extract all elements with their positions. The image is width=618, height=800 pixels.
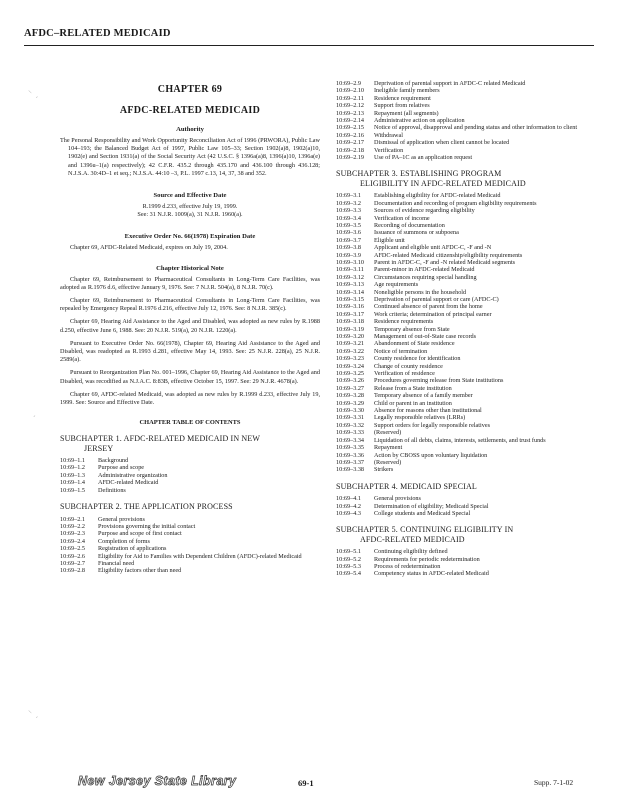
- toc-entry: [336, 355, 582, 362]
- toc-entry: [336, 400, 582, 407]
- section-title: Recording of documentation: [374, 221, 445, 229]
- section-title: Notice of termination: [374, 347, 428, 355]
- section-title: Competency status in AFDC-related Medicaid: [374, 570, 489, 578]
- toc-entry: [336, 281, 582, 288]
- section-number: 10:69–3.15: [336, 295, 365, 303]
- subchapter-heading: [336, 525, 582, 544]
- toc-entry: [60, 479, 320, 486]
- toc-entry: [336, 429, 582, 436]
- section-number: 10:69–4.1: [336, 495, 361, 503]
- subchapter-title: SUBCHAPTER 1. AFDC-RELATED MEDICAID IN NEW: [60, 434, 261, 444]
- right-column: [336, 80, 582, 578]
- toc-entry: [336, 495, 582, 502]
- section-title: Administrative organization: [98, 471, 168, 479]
- section-title: Work criteria; determination of principal earner: [374, 310, 492, 318]
- section-title: (Reserved): [374, 458, 402, 466]
- subchapter-title: SUBCHAPTER 5. CONTINUING ELIGIBILITY IN: [336, 525, 514, 535]
- section-title: College students and Medicaid Special: [374, 509, 471, 517]
- section-title: General provisions: [374, 495, 421, 503]
- section-number: 10:69–3.20: [336, 333, 365, 340]
- header-rule: [24, 45, 594, 46]
- section-number: 10:69–3.34: [336, 436, 365, 444]
- toc-entry: [336, 563, 582, 570]
- section-title: Financial need: [98, 559, 135, 567]
- scan-mark: ⸌ ˏ: [28, 709, 39, 718]
- authority-heading: Authority: [176, 126, 204, 133]
- toc-entry: [336, 200, 582, 207]
- section-number: 10:69–2.14: [336, 117, 365, 125]
- section-title: Issuance of summons or subpoena: [374, 229, 459, 237]
- toc-entry: [336, 556, 582, 563]
- section-number: 10:69–2.2: [60, 522, 85, 530]
- section-number: 10:69–3.26: [336, 377, 365, 385]
- toc-entry: [336, 422, 582, 429]
- toc-entry: [336, 95, 582, 102]
- toc-entry: [336, 222, 582, 229]
- section-title: Temporary absence from State: [374, 325, 450, 333]
- section-title: Legally responsible relatives (LRRs): [374, 414, 466, 422]
- toc-entry: [336, 318, 582, 325]
- toc-entry: [336, 385, 582, 392]
- section-number: 10:69–4.3: [336, 509, 361, 517]
- section-title: County residence for identification: [374, 355, 461, 363]
- section-number: 10:69–2.18: [336, 146, 365, 154]
- executive-order-heading: Executive Order No. 66(1978) Expiration Date: [124, 233, 256, 241]
- subchapter-heading: [60, 502, 320, 511]
- section-number: 10:69–3.35: [336, 444, 365, 452]
- section-number: 10:69–3.22: [336, 347, 365, 355]
- library-stamp: New Jersey State Library: [78, 774, 237, 788]
- section-number: 10:69–3.17: [336, 310, 365, 318]
- subchapter-heading: [60, 434, 320, 453]
- toc-entry: [336, 570, 582, 577]
- section-number: 10:69–3.4: [336, 214, 361, 222]
- section-title: Background: [98, 457, 129, 465]
- scan-mark: ˏ: [32, 408, 36, 417]
- toc-entry: [336, 237, 582, 244]
- section-number: 10:69–2.10: [336, 87, 365, 95]
- section-title: AFDC-related Medicaid citizenship/eligibility requirements: [374, 251, 523, 259]
- section-number: 10:69–3.2: [336, 199, 361, 207]
- section-title: Documentation and recording of program eligibility requirements: [374, 199, 537, 207]
- toc-entry: [336, 452, 582, 459]
- toc-entry: [336, 147, 582, 154]
- section-number: 10:69–3.1: [336, 192, 361, 200]
- history-paragraph: Pursuant to Reorganization Plan No. 001–1996, Chapter 69, Hearing Aid Assistance to the Aged and Disabled, was recodified as N.J.A.C. 8:83B, effective October 15, 1997. See: 29 N.J.R. 4678(a).: [60, 369, 320, 385]
- section-number: 10:69–2.5: [60, 545, 85, 553]
- toc-entry: [336, 437, 582, 444]
- toc-entry: [336, 377, 582, 384]
- toc-entry: [336, 459, 582, 466]
- section-number: 10:69–3.12: [336, 273, 365, 281]
- section-title: Registration of applications: [98, 545, 167, 553]
- section-number: 10:69–1.1: [60, 457, 85, 465]
- section-number: 10:69–3.28: [336, 392, 365, 400]
- section-title: Abandonment of State residence: [374, 340, 455, 348]
- section-title: Action by CBOSS upon voluntary liquidation: [374, 451, 488, 459]
- subchapter-title-continued: AFDC-RELATED MEDICAID: [360, 534, 465, 544]
- toc-entry: [336, 296, 582, 303]
- section-number: 10:69–3.23: [336, 355, 365, 363]
- toc-entry: [336, 124, 582, 131]
- section-title: Administrative action on application: [374, 117, 465, 125]
- toc-entry: [336, 274, 582, 281]
- section-number: 10:69–3.14: [336, 288, 365, 296]
- toc-entry: [336, 80, 582, 87]
- section-number: 10:69–3.25: [336, 370, 365, 378]
- section-title: Continuing eligibility defined: [374, 548, 448, 556]
- section-title: Purpose and scope of first contact: [98, 530, 182, 538]
- toc-entry: [336, 192, 582, 199]
- section-number: 10:69–3.9: [336, 251, 361, 259]
- section-number: 10:69–3.24: [336, 362, 365, 370]
- section-title: Verification: [374, 146, 404, 154]
- toc-entry: [336, 102, 582, 109]
- toc-entry: [336, 407, 582, 414]
- history-paragraph: Chapter 69, Reimbursement to Pharmaceutical Consultants in Long-Term Care Facilities, was adopted as R.1976 d.6, effective January 9, 1976. See: 7 N.J.R. 504(a), 8 N.J.R. 70(c).: [60, 275, 320, 291]
- running-head: AFDC–RELATED MEDICAID: [24, 28, 171, 39]
- toc-entry: [60, 545, 320, 552]
- section-title: Noneligible persons in the household: [374, 288, 467, 296]
- toc-entry: [60, 472, 320, 479]
- source-citation: See: 31 N.J.R. 1009(a), 31 N.J.R. 1960(a).: [137, 211, 243, 219]
- chapter-number: CHAPTER 69: [157, 84, 223, 95]
- source-line: R.1999 d.233, effective July 19, 1999.: [142, 203, 238, 211]
- section-title: Strikers: [374, 466, 394, 474]
- section-title: Definitions: [98, 486, 126, 494]
- section-number: 10:69–2.9: [336, 80, 361, 87]
- section-title: Repayment (all segments): [374, 109, 439, 117]
- section-title: General provisions: [98, 515, 145, 523]
- section-title: Withdrawal: [374, 131, 403, 139]
- subchapter-title-continued: ELIGIBILITY IN AFDC-RELATED MEDICAID: [360, 178, 526, 188]
- toc-entry: [336, 154, 582, 161]
- toc-entry: [336, 252, 582, 259]
- section-title: Procedures governing release from State institutions: [374, 377, 504, 385]
- section-number: 10:69–1.4: [60, 479, 85, 487]
- section-title: Parent in AFDC-C, -F and -N related Medicaid segments: [374, 258, 516, 266]
- toc-entry: [336, 311, 582, 318]
- section-number: 10:69–2.4: [60, 537, 85, 545]
- toc-entry: [336, 370, 582, 377]
- supplement-date: Supp. 7-1-02: [534, 778, 574, 787]
- toc-entry: [336, 132, 582, 139]
- toc-entry: [336, 392, 582, 399]
- toc-entry: [336, 117, 582, 124]
- section-number: 10:69–3.19: [336, 325, 365, 333]
- executive-order-text: Chapter 69, AFDC-Related Medicaid, expires on July 19, 2004.: [70, 244, 228, 252]
- toc-entry: [336, 207, 582, 214]
- section-title: AFDC-related Medicaid: [98, 479, 159, 487]
- toc-entry: [60, 516, 320, 523]
- section-number: 10:69–3.6: [336, 229, 361, 237]
- section-title: Dismissal of application when client cannot be located: [374, 139, 510, 147]
- section-number: 10:69–3.27: [336, 384, 365, 392]
- toc-entry: [336, 139, 582, 146]
- toc-entry: [60, 457, 320, 464]
- subchapter-title: SUBCHAPTER 4. MEDICAID SPECIAL: [336, 481, 477, 491]
- section-title: Temporary absence of a family member: [374, 392, 473, 400]
- section-title: Change of county residence: [374, 362, 443, 370]
- section-number: 10:69–3.37: [336, 458, 365, 466]
- toc-heading: CHAPTER TABLE OF CONTENTS: [139, 419, 241, 427]
- section-title: Establishing eligibility for AFDC-related Medicaid: [374, 192, 501, 200]
- section-number: 10:69–3.21: [336, 340, 365, 348]
- section-number: 10:69–3.5: [336, 221, 361, 229]
- section-title: Deprivation of parental support or care (AFDC-C): [374, 295, 499, 303]
- section-title: Management of out-of-State case records: [374, 333, 477, 340]
- section-title: Age requirements: [374, 281, 419, 289]
- scan-mark: ⸌ ˏ: [28, 89, 39, 98]
- section-title: Child or parent in an institution: [374, 399, 452, 407]
- chapter-title: AFDC-RELATED MEDICAID: [119, 105, 261, 116]
- toc-entry: [336, 348, 582, 355]
- section-title: Process of redetermination: [374, 562, 441, 570]
- section-title: Verification of income: [374, 214, 430, 222]
- source-heading: Source and Effective Date: [153, 192, 227, 200]
- section-number: 10:69–3.10: [336, 258, 365, 266]
- toc-entry: [336, 266, 582, 273]
- section-title: Continued absence of parent from the home: [374, 303, 483, 311]
- section-number: 10:69–5.4: [336, 570, 361, 578]
- section-title: Determination of eligibility; Medicaid Special: [374, 502, 489, 510]
- section-title: Completion of forms: [98, 537, 150, 545]
- toc-entry: [336, 548, 582, 555]
- history-paragraph: Chapter 69, Hearing Aid Assistance to the Aged and Disabled, was adopted as new rules by R.1988 d.250, effective June 6, 1988. See: 20 N.J.R. 519(a), 20 N.J.R. 1220(a).: [60, 318, 320, 334]
- toc-entry: [60, 464, 320, 471]
- section-title: Support orders for legally responsible relatives: [374, 421, 490, 429]
- section-title: Verification of residence: [374, 370, 435, 378]
- section-number: 10:69–2.1: [60, 515, 85, 523]
- section-title: Release from a State institution: [374, 384, 452, 392]
- history-paragraph: Chapter 69, Reimbursement to Pharmaceutical Consultants in Long-Term Care Facilities, was repealed by Emergency Repeal R.1976 d.216, effective July 12, 1976. See: 8 N.J.R. 385(c).: [60, 297, 320, 313]
- toc-entry: [336, 510, 582, 517]
- section-title: Parent-minor in AFDC-related Medicaid: [374, 266, 475, 274]
- section-title: Residence requirements: [374, 318, 434, 326]
- section-number: 10:69–3.36: [336, 451, 365, 459]
- toc-entry: [60, 530, 320, 537]
- section-number: 10:69–2.17: [336, 139, 365, 147]
- toc-entry: [336, 87, 582, 94]
- authority-text: The Personal Responsibility and Work Opportunity Reconciliation Act of 1996 (PRWORA), Public Law 104–193; the Balanced Budget Act of 1997, Public Law 105–33; Section 1902(a)8, 1902(a)10, 1902(e) and Section 1931(a) of the Social Security Act (42 U.S.C. § 1396a(a)8, 1396(a)10, 1396a(e) and 1396u–1(a) respectively); 42 C.F.R. 435.2 through 435.170 and 436.100 through 436.128; N.J.S.A. 30:4D–1 et seq.; N.J.S.A. 44:10 –3, P.L. 1997 c.13, 14, 37, 38 and 352.: [60, 137, 320, 177]
- subchapter-title: SUBCHAPTER 2. THE APPLICATION PROCESS: [60, 502, 233, 512]
- subchapter-heading: [336, 482, 582, 491]
- section-number: 10:69–3.33: [336, 429, 365, 437]
- section-title: Provisions governing the initial contact: [98, 522, 196, 530]
- toc-entry: [336, 259, 582, 266]
- section-title: Eligible unit: [374, 236, 405, 244]
- section-title: Sources of evidence regarding eligibility: [374, 207, 475, 215]
- toc-entry: [336, 289, 582, 296]
- toc-entry: [60, 560, 320, 567]
- section-number: 10:69–5.3: [336, 562, 361, 570]
- toc-entry: [336, 244, 582, 251]
- section-title: Deprivation of parental support in AFDC-C related Medicaid: [374, 80, 526, 87]
- section-title: Repayment: [374, 444, 403, 452]
- section-number: 10:69–3.3: [336, 207, 361, 215]
- history-paragraph: Chapter 69, AFDC-related Medicaid, was adopted as new rules by R.1999 d.233, effective July 19, 1999. See: Source and Effective Date.: [60, 390, 320, 407]
- section-title: Purpose and scope: [98, 464, 145, 472]
- section-number: 10:69–2.12: [336, 102, 365, 110]
- section-number: 10:69–1.2: [60, 464, 85, 472]
- section-title: Absence for reasons other than institutional: [374, 407, 482, 415]
- section-number: 10:69–2.7: [60, 559, 85, 567]
- toc-entry: [336, 303, 582, 310]
- history-paragraph: Pursuant to Executive Order No. 66(1978), Chapter 69, Hearing Aid Assistance to the Aged and Disabled, was readopted as R.1993 d.281, effective May 14, 1993. See: 25 N.J.R. 228(a), 25 N.J.R. 2589(a).: [60, 339, 320, 364]
- section-number: 10:69–3.31: [336, 414, 365, 422]
- toc-entry: [60, 487, 320, 494]
- section-number: 10:69–2.11: [336, 94, 364, 102]
- section-number: 10:69–2.8: [60, 567, 85, 575]
- section-number: 10:69–3.38: [336, 466, 365, 474]
- subchapter-heading: [336, 169, 582, 188]
- section-title: Support from relatives: [374, 102, 430, 110]
- toc-entry: [336, 333, 582, 340]
- section-number: 10:69–3.11: [336, 266, 364, 274]
- section-title: Applicant and eligible unit AFDC-C, -F and -N: [374, 244, 492, 252]
- toc-entry: [336, 444, 582, 451]
- historical-note-heading: Chapter Historical Note: [156, 264, 224, 272]
- section-number: 10:69–3.29: [336, 399, 365, 407]
- section-title: (Reserved): [374, 429, 402, 437]
- section-number: 10:69–2.6: [60, 552, 85, 560]
- section-number: 10:69–2.16: [336, 131, 365, 139]
- toc-entry: [336, 414, 582, 421]
- toc-entry: [60, 567, 320, 574]
- section-title: Eligibility for Aid to Families with Dependent Children (AFDC)-related Medicaid: [98, 552, 302, 560]
- section-number: 10:69–3.18: [336, 318, 365, 326]
- section-number: 10:69–3.16: [336, 303, 365, 311]
- table-of-contents-right: [336, 80, 582, 578]
- toc-entry: [336, 229, 582, 236]
- section-number: 10:69–3.30: [336, 407, 365, 415]
- toc-entry: [336, 363, 582, 370]
- section-title: Residence requirement: [374, 94, 431, 102]
- section-number: 10:69–4.2: [336, 502, 361, 510]
- section-title: Liquidation of all debts, claims, interests, settlements, and trust funds: [374, 436, 546, 444]
- section-number: 10:69–3.32: [336, 421, 365, 429]
- toc-entry: [336, 340, 582, 347]
- section-number: 10:69–3.8: [336, 244, 361, 252]
- section-number: 10:69–3.13: [336, 281, 365, 289]
- section-title: Requirements for periodic redetermination: [374, 555, 480, 563]
- toc-entry: [336, 215, 582, 222]
- section-number: 10:69–5.2: [336, 555, 361, 563]
- section-number: 10:69–3.7: [336, 236, 361, 244]
- left-column: [60, 80, 320, 575]
- section-title: Use of PA–1C as an application request: [374, 154, 473, 162]
- section-number: 10:69–2.13: [336, 109, 365, 117]
- section-title: Eligibility factors other than need: [98, 567, 182, 575]
- table-of-contents-left: [60, 434, 320, 575]
- section-title: Ineligible family members: [374, 87, 440, 95]
- section-number: 10:69–2.3: [60, 530, 85, 538]
- section-number: 10:69–5.1: [336, 548, 361, 556]
- historical-note: [60, 276, 320, 408]
- toc-entry: [336, 466, 582, 473]
- subchapter-title-continued: JERSEY: [84, 443, 114, 453]
- toc-entry: [336, 110, 582, 117]
- toc-entry: [60, 553, 320, 560]
- toc-entry: [336, 326, 582, 333]
- subchapter-title: SUBCHAPTER 3. ESTABLISHING PROGRAM: [336, 169, 502, 179]
- toc-entry: [336, 503, 582, 510]
- section-number: 10:69–2.19: [336, 154, 365, 162]
- section-title: Circumstances requiring special handling: [374, 273, 477, 281]
- page-number: 69-1: [298, 778, 314, 788]
- toc-entry: [60, 538, 320, 545]
- toc-entry: [60, 523, 320, 530]
- section-number: 10:69–2.15: [336, 124, 365, 132]
- section-number: 10:69–1.3: [60, 471, 85, 479]
- section-title: Notice of approval, disapproval and pending status and other information to client: [374, 124, 578, 132]
- section-number: 10:69–1.5: [60, 486, 85, 494]
